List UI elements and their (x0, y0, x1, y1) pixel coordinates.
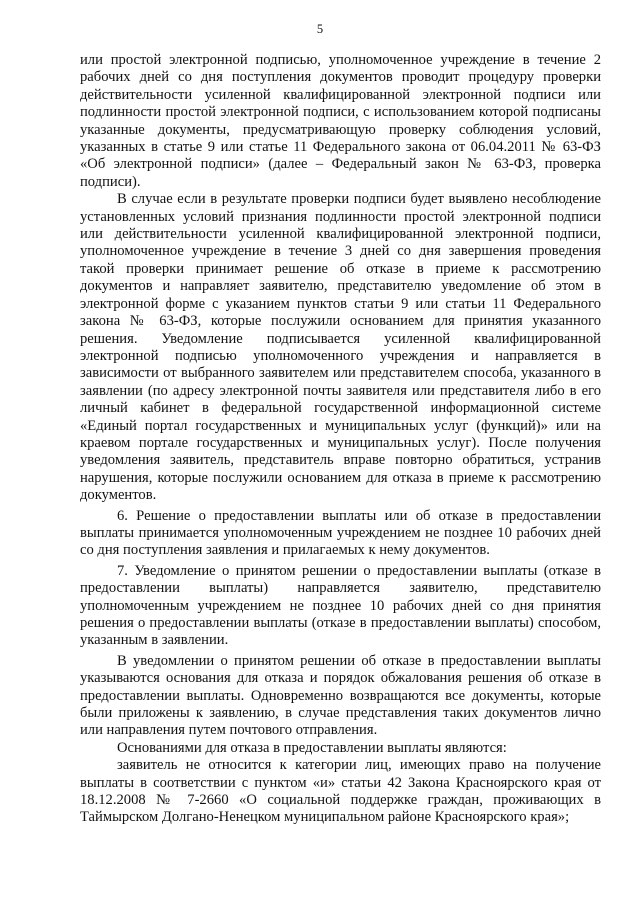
paragraph-item-6: 6. Решение о предоставлении выплаты или об отказе в предоставлении выплаты принимается уполномоченным учреждением не позднее 10 рабочих дней со дня поступления заявления и прилагаемых к нему документов. (80, 507, 601, 559)
document-body (80, 52, 601, 827)
paragraph-refusal-notice: В уведомлении о принятом решении об отказе в предоставлении выплаты указываются основания для отказа и порядок обжалования решения об отказе в предоставлении выплаты. Одновременно возвращаются все документы, которые были приложены к заявлению, в случае представления таких документов лично или направления путем почтового отправления. (80, 652, 601, 739)
paragraph-ground-1: заявитель не относится к категории лиц, имеющих право на получение выплаты в соответствии с пунктом «и» статьи 42 Закона Красноярского края от 18.12.2008 № 7-2660 «О социальной поддержке граждан, проживающих в Таймырском Долгано-Ненецком муниципальном районе Красноярского края»; (80, 757, 601, 826)
paragraph-signature-check: В случае если в результате проверки подписи будет выявлено несоблюдение установленных условий признания подлинности простой электронной подписи или действительности усиленной квалифицированной электронной подписи, уполномоченное учреждение в течение 3 дней со дня завершения проведения такой проверки принимает решение об отказе в приеме к рассмотрению документов и направляет заявителю, представителю уведомление об этом в электронной форме с указанием пунктов статьи 9 или статьи 11 Федерального закона № 63-ФЗ, которые послужили основанием для принятия указанного решения. Уведомление подписывается усиленной квалифицированной электронной подписью уполномоченного учреждения и направляется в зависимости от выбранного заявителем или представителем способа, указанного в заявлении (по адресу электронной почты заявителя или представителя либо в его личный кабинет в федеральной государственной информационной системе «Единый портал государственных и муниципальных услуг (функций)» или на краевом портале государственных и муниципальных услуг). После получения уведомления заявитель, представитель вправе повторно обратиться, устранив нарушения, которые послужили основанием для отказа в приеме к рассмотрению документов. (80, 191, 601, 504)
paragraph-refusal-grounds: Основаниями для отказа в предоставлении выплаты являются: (117, 739, 507, 756)
paragraph-item-7: 7. Уведомление о принятом решении о предоставлении выплаты (отказе в предоставлении выплаты) направляется заявителю, представителю уполномоченным учреждением не позднее 10 рабочих дней со дня принятия решения о предоставлении выплаты (отказе в предоставлении выплаты) способом, указанным в заявлении. (80, 562, 601, 649)
page-number: 5 (316, 22, 324, 36)
paragraph-continuation: или простой электронной подписью, уполномоченное учреждение в течение 2 рабочих дней со дня поступления документов проводит процедуру проверки действительности усиленной квалифицированной электронной подписи или подлинности простой электронной подписи, с использованием которой подписаны указанные документы, предусматривающую проверку соблюдения условий, указанных в статье 9 или статье 11 Федерального закона от 06.04.2011 № 63-ФЗ «Об электронной подписи» (далее – Федеральный закон № 63-ФЗ, проверка подписи). (80, 52, 601, 190)
